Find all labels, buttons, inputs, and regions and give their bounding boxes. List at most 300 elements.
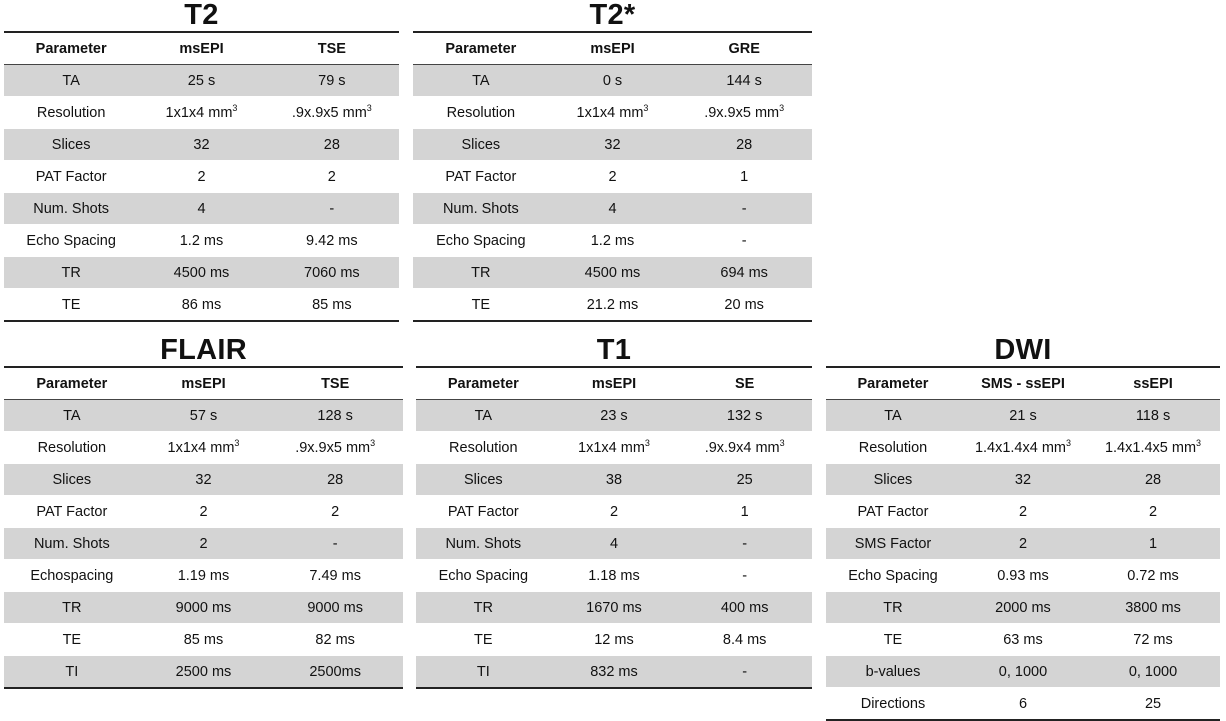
parameter-value-cell <box>265 65 399 97</box>
cell-text: TE <box>883 631 903 648</box>
table-row <box>826 464 1220 496</box>
parameter-name-cell <box>4 161 138 193</box>
cell-text: TA <box>474 407 493 424</box>
parameter-value-cell <box>960 432 1086 464</box>
cell-text: Num. Shots <box>445 535 522 552</box>
table-row <box>416 464 812 496</box>
cell-text: .9x.9x5 mm <box>295 439 371 456</box>
parameter-value-cell <box>265 225 399 257</box>
cell-text: 2 <box>1148 503 1158 520</box>
cell-text: TE <box>471 296 491 313</box>
cell-text: TR <box>62 599 82 616</box>
parameter-value-cell <box>267 432 403 464</box>
parameter-table <box>416 366 812 689</box>
cell-text: 8.4 ms <box>722 631 767 648</box>
cell-text: 1 <box>740 168 749 185</box>
cell-text: TE <box>474 631 493 648</box>
parameter-name-cell <box>826 624 960 656</box>
parameter-name-cell <box>413 161 549 193</box>
parameter-name-cell <box>4 400 140 432</box>
table-row <box>4 129 399 161</box>
parameter-name-cell <box>826 560 960 592</box>
table-row <box>4 528 403 560</box>
unit-superscript: 3 <box>370 437 376 448</box>
parameter-value-cell <box>1086 624 1220 656</box>
cell-text: .9x.9x5 mm <box>291 104 367 121</box>
parameter-value-cell <box>1086 464 1220 496</box>
table-row <box>826 400 1220 432</box>
cell-text: 0 s <box>602 72 623 89</box>
cell-text: 2 <box>608 168 617 185</box>
cell-text: 7.49 ms <box>309 567 361 584</box>
cell-text: 1x1x4 mm <box>165 104 233 121</box>
parameter-name-cell <box>4 432 140 464</box>
cell-text: 0, 1000 <box>1128 663 1178 680</box>
parameter-value-cell <box>677 496 812 528</box>
table-row <box>416 528 812 560</box>
parameter-value-cell <box>549 65 677 97</box>
cell-text: 0.72 ms <box>1127 567 1179 584</box>
cell-text: TE <box>61 296 81 313</box>
parameter-value-cell <box>140 624 268 656</box>
parameter-name-cell <box>826 656 960 688</box>
column-header: msEPI <box>140 367 268 400</box>
parameter-name-cell <box>413 289 549 322</box>
parameter-name-cell <box>416 624 551 656</box>
parameter-name-cell <box>416 464 551 496</box>
parameter-table <box>4 31 399 322</box>
cell-text: Num. Shots <box>442 200 519 217</box>
parameter-value-cell <box>1086 400 1220 432</box>
cell-text: 4 <box>197 200 206 217</box>
cell-text: PAT Factor <box>447 503 519 520</box>
unit-superscript: 3 <box>232 102 238 113</box>
cell-text: 2 <box>197 168 206 185</box>
parameter-name-cell <box>4 193 138 225</box>
parameter-value-cell <box>549 257 677 289</box>
column-header: TSE <box>265 32 399 65</box>
cell-text: 9000 ms <box>307 599 363 616</box>
table-row <box>4 496 403 528</box>
cell-text: 2500ms <box>309 663 361 680</box>
cell-text: 2000 ms <box>995 599 1051 616</box>
parameter-value-cell <box>676 257 812 289</box>
cell-text: 1.19 ms <box>177 567 230 584</box>
t1-table-block <box>416 335 812 689</box>
cell-text: 2 <box>1018 503 1028 520</box>
parameter-value-cell <box>676 129 812 161</box>
parameter-name-cell <box>413 97 549 129</box>
cell-text: Echo Spacing <box>26 232 116 249</box>
parameter-name-cell <box>4 528 140 560</box>
parameter-table <box>413 31 812 322</box>
cell-text: TI <box>476 663 490 680</box>
parameter-value-cell <box>551 528 678 560</box>
parameter-value-cell <box>960 624 1086 656</box>
cell-text: Echospacing <box>30 567 114 584</box>
cell-text: - <box>742 535 748 552</box>
table-row <box>4 656 403 689</box>
cell-text: 2 <box>327 168 336 185</box>
cell-text: Echo Spacing <box>438 567 529 584</box>
parameter-name-cell <box>4 496 140 528</box>
unit-superscript: 3 <box>366 102 372 113</box>
cell-text: 57 s <box>189 407 218 424</box>
parameter-name-cell <box>826 464 960 496</box>
parameter-name-cell <box>416 400 551 432</box>
parameter-name-cell <box>4 592 140 624</box>
table-title: DWI <box>994 334 1052 366</box>
cell-text: 0, 1000 <box>998 663 1048 680</box>
cell-text: Slices <box>873 471 913 488</box>
parameter-value-cell <box>1086 688 1220 721</box>
cell-text: 21 s <box>1009 407 1037 424</box>
parameter-value-cell <box>138 97 264 129</box>
cell-text: - <box>332 535 338 552</box>
table-row <box>4 257 399 289</box>
parameter-value-cell <box>551 432 678 464</box>
table-row <box>416 624 812 656</box>
parameter-name-cell <box>413 129 549 161</box>
table-row <box>416 432 812 464</box>
table-row <box>4 193 399 225</box>
cell-text: TR <box>61 264 81 281</box>
parameter-name-cell <box>826 400 960 432</box>
cell-text: - <box>329 200 335 217</box>
table-row <box>4 464 403 496</box>
cell-text: b-values <box>865 663 921 680</box>
cell-text: Slices <box>51 136 91 153</box>
cell-text: TA <box>62 72 80 89</box>
column-header: SMS - ssEPI <box>960 367 1086 400</box>
table-row <box>4 432 403 464</box>
table-row <box>413 161 812 193</box>
parameter-value-cell <box>677 528 812 560</box>
table-row <box>4 161 399 193</box>
cell-text: - <box>741 232 747 249</box>
cell-text: 79 s <box>318 72 346 89</box>
parameter-name-cell <box>413 225 549 257</box>
cell-text: 72 ms <box>1133 631 1173 648</box>
parameter-value-cell <box>677 560 812 592</box>
cell-text: 63 ms <box>1003 631 1043 648</box>
parameter-value-cell <box>676 289 812 322</box>
parameter-value-cell <box>549 129 677 161</box>
parameter-name-cell <box>826 688 960 721</box>
cell-text: TR <box>471 264 491 281</box>
table-row <box>4 97 399 129</box>
cell-text: 25 <box>1144 695 1162 712</box>
cell-text: 86 ms <box>181 296 222 313</box>
cell-text: 4 <box>608 200 617 217</box>
table-row <box>826 432 1220 464</box>
cell-text: PAT Factor <box>35 168 107 185</box>
cell-text: TA <box>63 407 81 424</box>
parameter-value-cell <box>267 592 403 624</box>
cell-text: PAT Factor <box>857 503 929 520</box>
cell-text: Echo Spacing <box>436 232 526 249</box>
table-row <box>413 225 812 257</box>
parameter-value-cell <box>960 656 1086 688</box>
parameter-value-cell <box>265 289 399 322</box>
cell-text: 1.2 ms <box>590 232 635 249</box>
parameter-value-cell <box>138 193 264 225</box>
unit-superscript: 3 <box>779 102 785 113</box>
parameter-value-cell <box>140 496 268 528</box>
parameter-value-cell <box>549 289 677 322</box>
parameter-value-cell <box>676 65 812 97</box>
parameter-value-cell <box>677 464 812 496</box>
parameter-name-cell <box>4 656 140 689</box>
table-row <box>826 560 1220 592</box>
flair-table-block <box>4 335 403 689</box>
parameter-value-cell <box>140 432 268 464</box>
cell-text: Num. Shots <box>33 535 110 552</box>
column-header: Parameter <box>826 367 960 400</box>
parameter-name-cell <box>4 464 140 496</box>
cell-text: Resolution <box>37 439 107 456</box>
parameter-value-cell <box>551 592 678 624</box>
parameter-value-cell <box>265 129 399 161</box>
parameter-table <box>826 366 1220 721</box>
column-header: msEPI <box>551 367 678 400</box>
parameter-value-cell <box>960 400 1086 432</box>
column-header: TSE <box>267 367 403 400</box>
unit-superscript: 3 <box>234 437 240 448</box>
cell-text: Slices <box>461 136 501 153</box>
unit-superscript: 3 <box>779 437 785 448</box>
parameter-value-cell <box>265 193 399 225</box>
parameter-name-cell <box>413 257 549 289</box>
column-header: Parameter <box>416 367 551 400</box>
parameter-value-cell <box>676 225 812 257</box>
unit-superscript: 3 <box>644 437 650 448</box>
cell-text: 9.42 ms <box>306 232 358 249</box>
unit-superscript: 3 <box>643 102 649 113</box>
cell-text: 1.4x1.4x5 mm <box>1104 439 1197 456</box>
parameter-value-cell <box>549 161 677 193</box>
cell-text: 1x1x4 mm <box>578 439 645 456</box>
parameter-value-cell <box>1086 560 1220 592</box>
table-row <box>4 624 403 656</box>
cell-text: Resolution <box>446 104 516 121</box>
parameter-name-cell <box>826 592 960 624</box>
parameter-value-cell <box>267 528 403 560</box>
parameter-name-cell <box>4 129 138 161</box>
parameter-value-cell <box>676 97 812 129</box>
parameter-value-cell <box>267 400 403 432</box>
cell-text: 694 ms <box>720 264 768 281</box>
cell-text: 400 ms <box>720 599 769 616</box>
parameter-value-cell <box>676 161 812 193</box>
parameter-value-cell <box>138 257 264 289</box>
cell-text: 2 <box>199 535 208 552</box>
cell-text: SMS Factor <box>854 535 932 552</box>
parameter-value-cell <box>267 496 403 528</box>
cell-text: 2 <box>199 503 208 520</box>
cell-text: 28 <box>736 136 753 153</box>
cell-text: 0.93 ms <box>997 567 1049 584</box>
cell-text: 28 <box>327 471 344 488</box>
parameter-value-cell <box>1086 528 1220 560</box>
parameter-value-cell <box>140 656 268 689</box>
cell-text: 85 ms <box>183 631 224 648</box>
cell-text: 9000 ms <box>175 599 232 616</box>
cell-text: 1 <box>740 503 749 520</box>
table-title: FLAIR <box>160 334 247 366</box>
cell-text: 118 s <box>1135 407 1171 424</box>
cell-text: 4 <box>609 535 619 552</box>
cell-text: 12 ms <box>594 631 634 648</box>
cell-text: 2 <box>331 503 340 520</box>
cell-text: 4500 ms <box>173 264 230 281</box>
table-row <box>413 65 812 97</box>
parameter-value-cell <box>265 97 399 129</box>
table-row <box>4 592 403 624</box>
table-row <box>413 193 812 225</box>
parameter-name-cell <box>4 624 140 656</box>
parameter-name-cell <box>4 289 138 322</box>
header-row <box>826 367 1220 400</box>
cell-text: 1 <box>1148 535 1158 552</box>
cell-text: 1x1x4 mm <box>167 439 235 456</box>
parameter-value-cell <box>140 464 268 496</box>
header-row <box>4 32 399 65</box>
table-row <box>416 400 812 432</box>
cell-text: Slices <box>463 471 503 488</box>
column-header: GRE <box>676 32 812 65</box>
cell-text: Num. Shots <box>33 200 110 217</box>
cell-text: Directions <box>860 695 926 712</box>
table-row <box>413 129 812 161</box>
parameter-value-cell <box>140 592 268 624</box>
table-row <box>826 688 1220 721</box>
table-row <box>826 592 1220 624</box>
parameter-value-cell <box>960 496 1086 528</box>
cell-text: - <box>742 567 748 584</box>
table-row <box>4 289 399 322</box>
parameter-value-cell <box>265 257 399 289</box>
cell-text: Echo Spacing <box>848 567 938 584</box>
cell-text: TA <box>884 407 902 424</box>
parameter-name-cell <box>413 193 549 225</box>
cell-text: 832 ms <box>590 663 638 680</box>
table-row <box>416 592 812 624</box>
parameter-name-cell <box>4 257 138 289</box>
cell-text: 1.4x1.4x4 mm <box>974 439 1067 456</box>
cell-text: .9x.9x4 mm <box>704 439 780 456</box>
parameter-value-cell <box>267 624 403 656</box>
column-header: SE <box>677 367 812 400</box>
cell-text: 132 s <box>726 407 763 424</box>
table-row <box>416 496 812 528</box>
column-header: Parameter <box>4 32 138 65</box>
unit-superscript: 3 <box>1196 437 1202 448</box>
column-header: msEPI <box>549 32 677 65</box>
parameter-value-cell <box>551 656 678 689</box>
cell-text: 32 <box>1014 471 1032 488</box>
cell-text: 1670 ms <box>586 599 642 616</box>
t2star-table-block <box>413 0 812 322</box>
table-row <box>4 560 403 592</box>
table-row <box>413 257 812 289</box>
cell-text: PAT Factor <box>445 168 517 185</box>
cell-text: 38 <box>605 471 623 488</box>
parameter-name-cell <box>416 432 551 464</box>
parameter-value-cell <box>140 560 268 592</box>
cell-text: TR <box>883 599 903 616</box>
cell-text: 2 <box>1018 535 1028 552</box>
table-row <box>413 97 812 129</box>
cell-text: 2 <box>609 503 619 520</box>
parameter-name-cell <box>416 560 551 592</box>
cell-text: TE <box>62 631 82 648</box>
parameter-value-cell <box>960 592 1086 624</box>
parameter-value-cell <box>677 656 812 689</box>
table-title: T2* <box>589 0 636 31</box>
parameter-value-cell <box>138 289 264 322</box>
table-title: T1 <box>596 334 632 366</box>
cell-text: Resolution <box>858 439 928 456</box>
parameter-value-cell <box>1086 496 1220 528</box>
cell-text: 32 <box>604 136 621 153</box>
parameter-name-cell <box>416 496 551 528</box>
parameter-value-cell <box>138 161 264 193</box>
parameter-value-cell <box>267 656 403 689</box>
cell-text: TR <box>473 599 493 616</box>
header-row <box>416 367 812 400</box>
parameter-name-cell <box>4 225 138 257</box>
parameter-value-cell <box>677 592 812 624</box>
column-header: Parameter <box>4 367 140 400</box>
cell-text: - <box>742 663 748 680</box>
cell-text: 4500 ms <box>584 264 641 281</box>
cell-text: 21.2 ms <box>586 296 639 313</box>
parameter-name-cell <box>416 656 551 689</box>
parameter-value-cell <box>676 193 812 225</box>
parameter-value-cell <box>551 464 678 496</box>
column-header: msEPI <box>138 32 264 65</box>
cell-text: 2500 ms <box>175 663 232 680</box>
header-row <box>4 367 403 400</box>
parameter-value-cell <box>549 193 677 225</box>
cell-text: Resolution <box>449 439 518 456</box>
parameter-name-cell <box>413 65 549 97</box>
parameter-name-cell <box>4 560 140 592</box>
cell-text: 85 ms <box>312 296 352 313</box>
parameter-name-cell <box>4 65 138 97</box>
cell-text: 7060 ms <box>304 264 360 281</box>
parameter-value-cell <box>960 464 1086 496</box>
t2-table-block <box>4 0 399 322</box>
cell-text: 20 ms <box>724 296 764 313</box>
unit-superscript: 3 <box>1066 437 1072 448</box>
table-row <box>4 65 399 97</box>
table-row <box>413 289 812 322</box>
parameter-value-cell <box>138 225 264 257</box>
table-row <box>826 624 1220 656</box>
parameter-value-cell <box>677 624 812 656</box>
parameter-name-cell <box>826 528 960 560</box>
cell-text: 144 s <box>726 72 762 89</box>
cell-text: 25 <box>736 471 753 488</box>
parameter-value-cell <box>551 400 678 432</box>
parameter-value-cell <box>551 496 678 528</box>
parameter-value-cell <box>1086 432 1220 464</box>
parameter-value-cell <box>677 400 812 432</box>
table-title: T2 <box>184 0 219 31</box>
cell-text: 3800 ms <box>1125 599 1181 616</box>
